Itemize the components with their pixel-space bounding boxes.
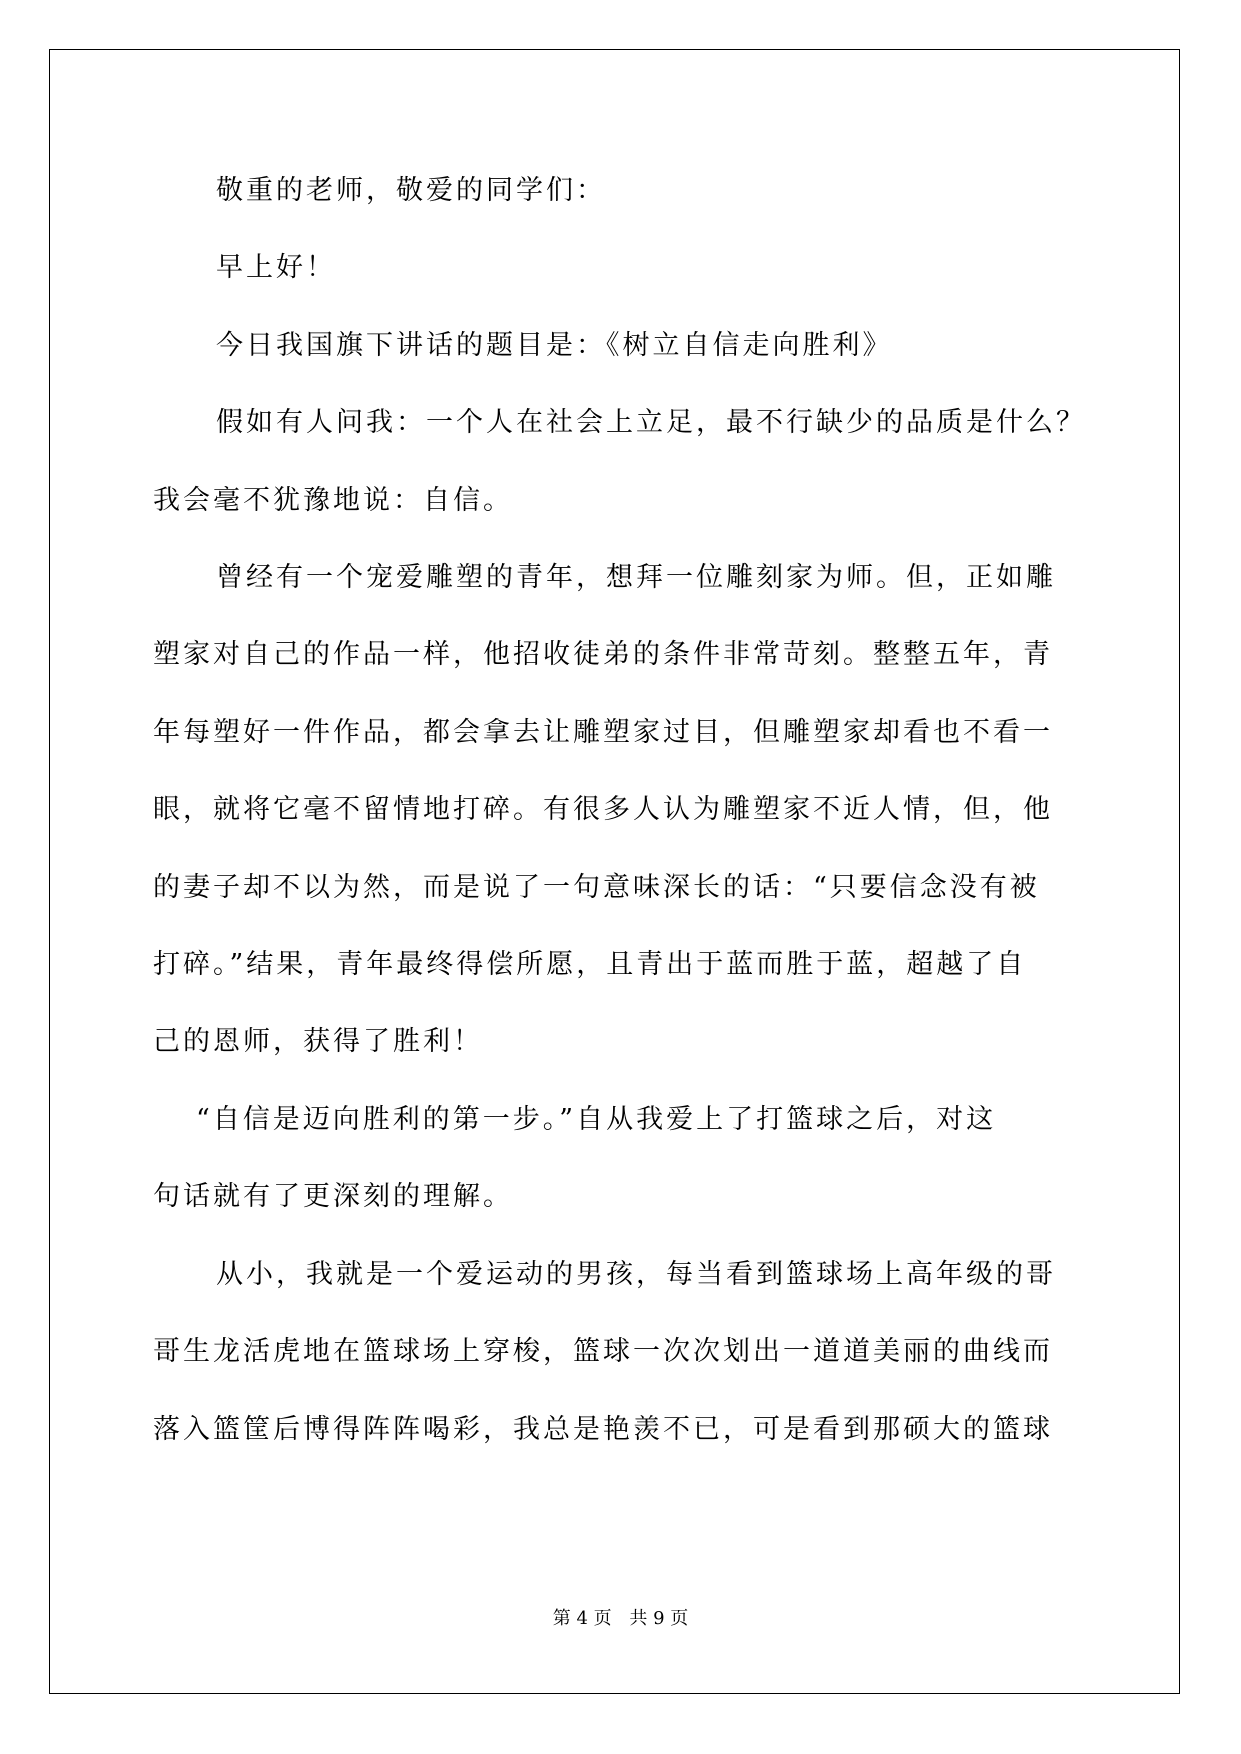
speech-topic: 今日我国旗下讲话的题目是：《树立自信走向胜利》 <box>216 329 893 361</box>
paragraph-4 <box>153 1236 1083 1468</box>
paragraph-line: 的妻子却不以为然，而是说了一句意味深长的话：“只要信念没有被 <box>153 871 1040 903</box>
paragraph-line: 己的恩师，获得了胜利！ <box>153 1026 483 1058</box>
paragraph-line: 年每塑好一件作品，都会拿去让雕塑家过目，但雕塑家却看也不看一 <box>153 716 1053 748</box>
paragraph-1 <box>153 384 1086 539</box>
paragraph-line: 打碎。”结果，青年最终得偿所愿，且青出于蓝而胜于蓝，超越了自 <box>153 949 1027 981</box>
paragraph-line: 曾经有一个宠爱雕塑的青年，想拜一位雕刻家为师。但，正如雕 <box>216 562 1056 594</box>
paragraph-line: 塑家对自己的作品一样，他招收徒弟的条件非常苛刻。整整五年，青 <box>153 639 1053 671</box>
page-footer <box>0 1604 1241 1630</box>
paragraph-line: 假如有人问我：一个人在社会上立足，最不行缺少的品质是什么？ <box>216 407 1086 439</box>
page-total: 共 9 页 <box>629 1608 689 1629</box>
salutation: 敬重的老师，敬爱的同学们： <box>216 175 606 206</box>
paragraph-line: 眼，就将它毫不留情地打碎。有很多人认为雕塑家不近人情，但，他 <box>153 794 1053 826</box>
page-number: 第 4 页 <box>552 1608 612 1629</box>
paragraph-line: “自信是迈向胜利的第一步。”自从我爱上了打篮球之后，对这 <box>196 1103 997 1135</box>
paragraph-line: 我会毫不犹豫地说：自信。 <box>153 484 513 516</box>
paragraph-line: 落入篮筐后博得阵阵喝彩，我总是艳羡不已，可是看到那硕大的篮球 <box>153 1413 1053 1445</box>
paragraph-2 <box>153 539 1083 1081</box>
paragraph-line: 句话就有了更深刻的理解。 <box>153 1181 513 1213</box>
greeting: 早上好！ <box>216 252 336 284</box>
document-body <box>153 152 1086 1468</box>
paragraph-line: 哥生龙活虎地在篮球场上穿梭，篮球一次次划出一道道美丽的曲线而 <box>153 1336 1053 1368</box>
paragraph-line: 从小，我就是一个爱运动的男孩，每当看到篮球场上高年级的哥 <box>216 1258 1056 1290</box>
paragraph-3 <box>153 1081 1083 1236</box>
